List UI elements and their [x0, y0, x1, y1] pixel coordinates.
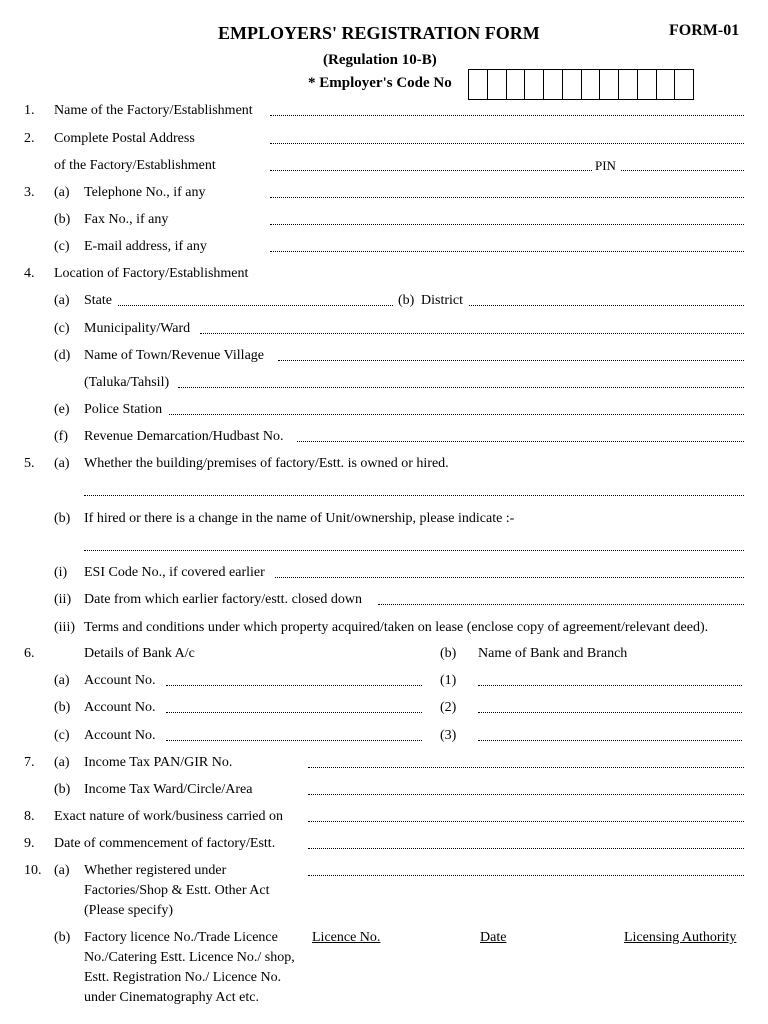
form-number: FORM-01 [669, 22, 740, 39]
town-label: Name of Town/Revenue Village [84, 348, 265, 363]
pan-label: Income Tax PAN/GIR No. [84, 755, 233, 770]
sub-iii: (iii) [54, 620, 75, 635]
form-title: EMPLOYERS' REGISTRATION FORM [218, 23, 540, 43]
employer-code-cell[interactable] [582, 70, 601, 99]
employer-code-cell[interactable] [675, 70, 693, 99]
account-field-1[interactable] [166, 682, 422, 686]
employer-code-cell[interactable] [657, 70, 676, 99]
bank-branch-label: Name of Bank and Branch [478, 646, 628, 661]
factory-name-field[interactable] [270, 112, 744, 116]
account-field-2[interactable] [166, 709, 422, 713]
postal-address-label-2: of the Factory/Establishment [54, 158, 216, 173]
hired-change-field[interactable] [84, 547, 744, 551]
regulation-label: (Regulation 10-B) [323, 52, 437, 68]
employer-code-cell[interactable] [507, 70, 526, 99]
sub-e: (e) [54, 402, 70, 417]
sub-c: (c) [54, 321, 70, 336]
fax-field[interactable] [270, 221, 744, 225]
postal-address-field-2[interactable] [270, 167, 592, 171]
account-field-3[interactable] [166, 737, 422, 741]
licensing-authority-column: Licensing Authority [624, 930, 737, 945]
closed-date-field[interactable] [378, 601, 744, 605]
pan-field[interactable] [308, 764, 744, 768]
item-number-1: 1. [24, 103, 35, 118]
postal-address-label: Complete Postal Address [54, 131, 195, 146]
fax-label: Fax No., if any [84, 212, 169, 227]
police-station-label: Police Station [84, 402, 163, 417]
email-field[interactable] [270, 248, 744, 252]
employer-code-cell[interactable] [600, 70, 619, 99]
pin-field[interactable] [621, 167, 744, 171]
commencement-date-label: Date of commencement of factory/Estt. [54, 836, 276, 851]
item-number-2: 2. [24, 131, 35, 146]
sub-a: (a) [54, 673, 70, 688]
sub-b: (b) [398, 293, 415, 308]
email-label: E-mail address, if any [84, 239, 207, 254]
employer-code-cell[interactable] [563, 70, 582, 99]
item-number-8: 8. [24, 809, 35, 824]
factory-name-label: Name of the Factory/Establishment [54, 103, 253, 118]
bank-details-label: Details of Bank A/c [84, 646, 195, 661]
item-number-7: 7. [24, 755, 35, 770]
bank-branch-field-2[interactable] [478, 709, 742, 713]
municipality-field[interactable] [200, 330, 744, 334]
taluka-label: (Taluka/Tahsil) [84, 375, 170, 390]
closed-date-label: Date from which earlier factory/estt. closed down [84, 592, 362, 607]
sub-i: (i) [54, 565, 68, 580]
account-label-1: Account No. [84, 673, 156, 688]
employer-code-cell[interactable] [525, 70, 544, 99]
item-number-4: 4. [24, 266, 35, 281]
pin-label: PIN [595, 158, 616, 173]
sub-b: (b) [440, 646, 457, 661]
tax-ward-field[interactable] [308, 791, 744, 795]
sub-f: (f) [54, 429, 68, 444]
employer-code-cell[interactable] [638, 70, 657, 99]
employer-code-cell[interactable] [488, 70, 507, 99]
licence-details-label: Factory licence No./Trade Licence No./Catering Estt. Licence No./ shop, Estt. Registration No./ Licence No. under Cinematography Act etc. [84, 930, 295, 1005]
hudbast-label: Revenue Demarcation/Hudbast No. [84, 429, 284, 444]
bank-branch-field-3[interactable] [478, 737, 742, 741]
registered-act-label: Whether registered under Factories/Shop & Estt. Other Act (Please specify) [84, 863, 270, 918]
taluka-field[interactable] [178, 384, 744, 388]
town-field[interactable] [278, 357, 744, 361]
item-number-9: 9. [24, 836, 35, 851]
telephone-field[interactable] [270, 194, 744, 198]
sub-b: (b) [54, 511, 71, 526]
registered-act-field[interactable] [308, 872, 744, 876]
postal-address-field[interactable] [270, 140, 744, 144]
nature-of-work-label: Exact nature of work/business carried on [54, 809, 283, 824]
licence-date-column: Date [480, 930, 507, 945]
police-station-field[interactable] [169, 411, 744, 415]
employer-code-label: * Employer's Code No [308, 75, 452, 91]
employer-code-cell[interactable] [469, 70, 488, 99]
sub-b: (b) [54, 700, 71, 715]
sub-a: (a) [54, 863, 70, 878]
municipality-label: Municipality/Ward [84, 321, 191, 336]
account-label-3: Account No. [84, 728, 156, 743]
state-field[interactable] [118, 302, 393, 306]
bank-index-3: (3) [440, 728, 457, 743]
sub-a: (a) [54, 456, 70, 471]
district-label: District [421, 293, 463, 308]
lease-terms-label: Terms and conditions under which property acquired/taken on lease (enclose copy of agreement/relevant deed). [84, 620, 709, 635]
sub-c: (c) [54, 728, 70, 743]
item-number-5: 5. [24, 456, 35, 471]
hudbast-field[interactable] [297, 438, 744, 442]
licence-no-column: Licence No. [312, 930, 381, 945]
employer-code-boxes[interactable] [468, 69, 694, 100]
sub-b: (b) [54, 782, 71, 797]
sub-a: (a) [54, 755, 70, 770]
item-number-10: 10. [24, 863, 42, 878]
sub-a: (a) [54, 185, 70, 200]
telephone-label: Telephone No., if any [84, 185, 206, 200]
bank-branch-field-1[interactable] [478, 682, 742, 686]
item-number-3: 3. [24, 185, 35, 200]
sub-d: (d) [54, 348, 71, 363]
premises-owned-field[interactable] [84, 492, 744, 496]
sub-ii: (ii) [54, 592, 72, 607]
sub-b: (b) [54, 930, 71, 945]
bank-index-2: (2) [440, 700, 457, 715]
commencement-date-field[interactable] [308, 845, 744, 849]
employer-code-cell[interactable] [619, 70, 638, 99]
location-label: Location of Factory/Establishment [54, 266, 249, 281]
account-label-2: Account No. [84, 700, 156, 715]
item-number-6: 6. [24, 646, 35, 661]
bank-index-1: (1) [440, 673, 457, 688]
tax-ward-label: Income Tax Ward/Circle/Area [84, 782, 253, 797]
employer-code-cell[interactable] [544, 70, 563, 99]
esi-code-field[interactable] [275, 574, 744, 578]
district-field[interactable] [469, 302, 744, 306]
premises-owned-label: Whether the building/premises of factory/Estt. is owned or hired. [84, 456, 449, 471]
esi-code-label: ESI Code No., if covered earlier [84, 565, 265, 580]
hired-change-label: If hired or there is a change in the name of Unit/ownership, please indicate :- [84, 511, 515, 526]
sub-c: (c) [54, 239, 70, 254]
sub-a: (a) [54, 293, 70, 308]
sub-b: (b) [54, 212, 71, 227]
nature-of-work-field[interactable] [308, 818, 744, 822]
state-label: State [84, 293, 112, 308]
